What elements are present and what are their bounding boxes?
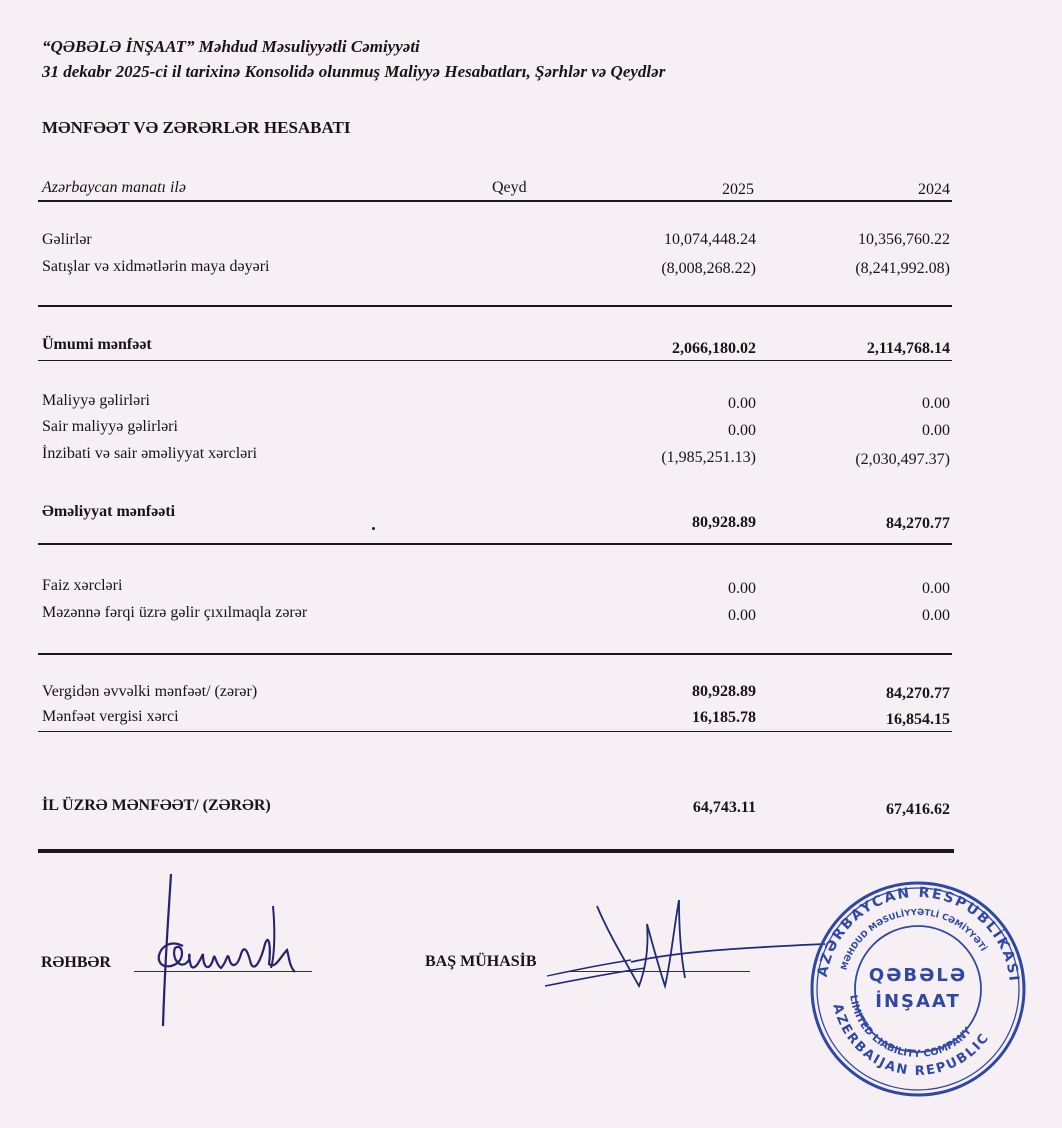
row-value-fx-loss-2025: 0.00 — [728, 607, 756, 624]
report-subtitle: 31 dekabr 2025-ci il tarixinə Konsolidə olunmuş Maliyyə Hesabatları, Şərhlər və Qeydlər — [42, 62, 666, 81]
row-label-net-profit: İL ÜZRƏ MƏNFƏƏT/ (ZƏRƏR) — [42, 797, 271, 814]
svg-text:AZƏRBAYCAN RESPUBLİKASI: AZƏRBAYCAN RESPUBLİKASI — [814, 884, 1022, 984]
row-value-gross-profit-2025: 2,066,180.02 — [672, 340, 756, 357]
director-signature-label: RƏHBƏR — [41, 954, 111, 971]
row-value-cost-of-sales-2024: (8,241,992.08) — [855, 260, 950, 277]
scan-dot — [372, 527, 375, 530]
row-label-cost-of-sales: Satışlar və xidmətlərin maya dəyəri — [42, 258, 270, 275]
row-value-gross-profit-2024: 2,114,768.14 — [866, 340, 950, 357]
row-label-operating-profit: Əməliyyat mənfəəti — [42, 503, 176, 520]
row-label-gross-profit: Ümumi mənfəət — [42, 336, 152, 353]
row-value-interest-expense-2025: 0.00 — [728, 580, 756, 597]
row-value-income-tax-2025: 16,185.78 — [692, 709, 756, 726]
row-label-profit-before-tax: Vergidən əvvəlki mənfəət/ (zərər) — [42, 683, 258, 700]
row-value-net-profit-2025: 64,743.11 — [692, 799, 756, 816]
company-name: “QƏBƏLƏ İNŞAAT” Məhdud Məsuliyyətli Cəmiyyəti — [42, 37, 420, 56]
chief-accountant-signature — [535, 890, 835, 1000]
svg-text:LIMITED LIABILITY COMPANY: LIMITED LIABILITY COMPANY — [847, 994, 974, 1061]
svg-text:QƏBƏLƏ: QƏBƏLƏ — [868, 965, 968, 986]
svg-text:MƏHDUD MƏSULİYYƏTLİ CƏMİYYƏTİ: MƏHDUD MƏSULİYYƏTLİ CƏMİYYƏTİ — [839, 907, 988, 972]
rule-gross — [38, 305, 952, 307]
row-value-other-finance-income-2024: 0.00 — [922, 422, 950, 439]
row-label-other-finance-income: Sair maliyyə gəlirləri — [42, 418, 178, 435]
row-label-revenue: Gəlirlər — [42, 231, 92, 248]
rule-final-double — [38, 849, 954, 853]
row-value-revenue-2025: 10,074,448.24 — [664, 231, 756, 248]
rule-under-gross — [38, 360, 952, 361]
row-value-finance-income-2025: 0.00 — [728, 395, 756, 412]
row-label-admin-expenses: İnzibati və sair əməliyyat xərcləri — [42, 445, 258, 462]
director-signature — [125, 868, 315, 1038]
row-value-other-finance-income-2025: 0.00 — [728, 422, 756, 439]
row-value-profit-before-tax-2025: 80,928.89 — [692, 683, 756, 700]
row-label-finance-income: Maliyyə gəlirləri — [42, 392, 150, 409]
row-value-cost-of-sales-2025: (8,008,268.22) — [661, 260, 756, 277]
note-column-header: Qeyd — [492, 179, 527, 196]
row-value-admin-expenses-2024: (2,030,497.37) — [855, 451, 950, 468]
row-value-operating-profit-2024: 84,270.77 — [886, 515, 950, 532]
chief-accountant-signature-label: BAŞ MÜHASİB — [425, 953, 537, 970]
rule-operating — [38, 543, 952, 545]
row-label-fx-loss: Məzənnə fərqi üzrə gəlir çıxılmaqla zərər — [42, 604, 308, 621]
row-value-finance-income-2024: 0.00 — [922, 395, 950, 412]
row-label-income-tax: Mənfəət vergisi xərci — [42, 708, 179, 725]
row-label-interest-expense: Faiz xərcləri — [42, 577, 123, 594]
header-rule — [38, 200, 952, 202]
year-2024-header: 2024 — [918, 181, 950, 198]
row-value-revenue-2024: 10,356,760.22 — [858, 231, 950, 248]
svg-text:AZERBAIJAN REPUBLIC: AZERBAIJAN REPUBLIC — [829, 1002, 993, 1080]
year-2025-header: 2025 — [722, 181, 754, 198]
row-value-profit-before-tax-2024: 84,270.77 — [886, 685, 950, 702]
row-value-interest-expense-2024: 0.00 — [922, 580, 950, 597]
row-value-operating-profit-2025: 80,928.89 — [692, 514, 756, 531]
rule-under-tax — [38, 731, 952, 732]
currency-caption: Azərbaycan manatı ilə — [42, 179, 186, 196]
row-value-net-profit-2024: 67,416.62 — [886, 801, 950, 818]
row-value-admin-expenses-2025: (1,985,251.13) — [661, 449, 756, 466]
row-value-income-tax-2024: 16,854.15 — [886, 711, 950, 728]
rule-pretax — [38, 653, 952, 655]
svg-text:İNŞAAT: İNŞAAT — [875, 991, 961, 1012]
row-value-fx-loss-2024: 0.00 — [922, 607, 950, 624]
company-stamp — [806, 877, 1030, 1101]
report-title: MƏNFƏƏT VƏ ZƏRƏRLƏR HESABATI — [42, 118, 351, 137]
